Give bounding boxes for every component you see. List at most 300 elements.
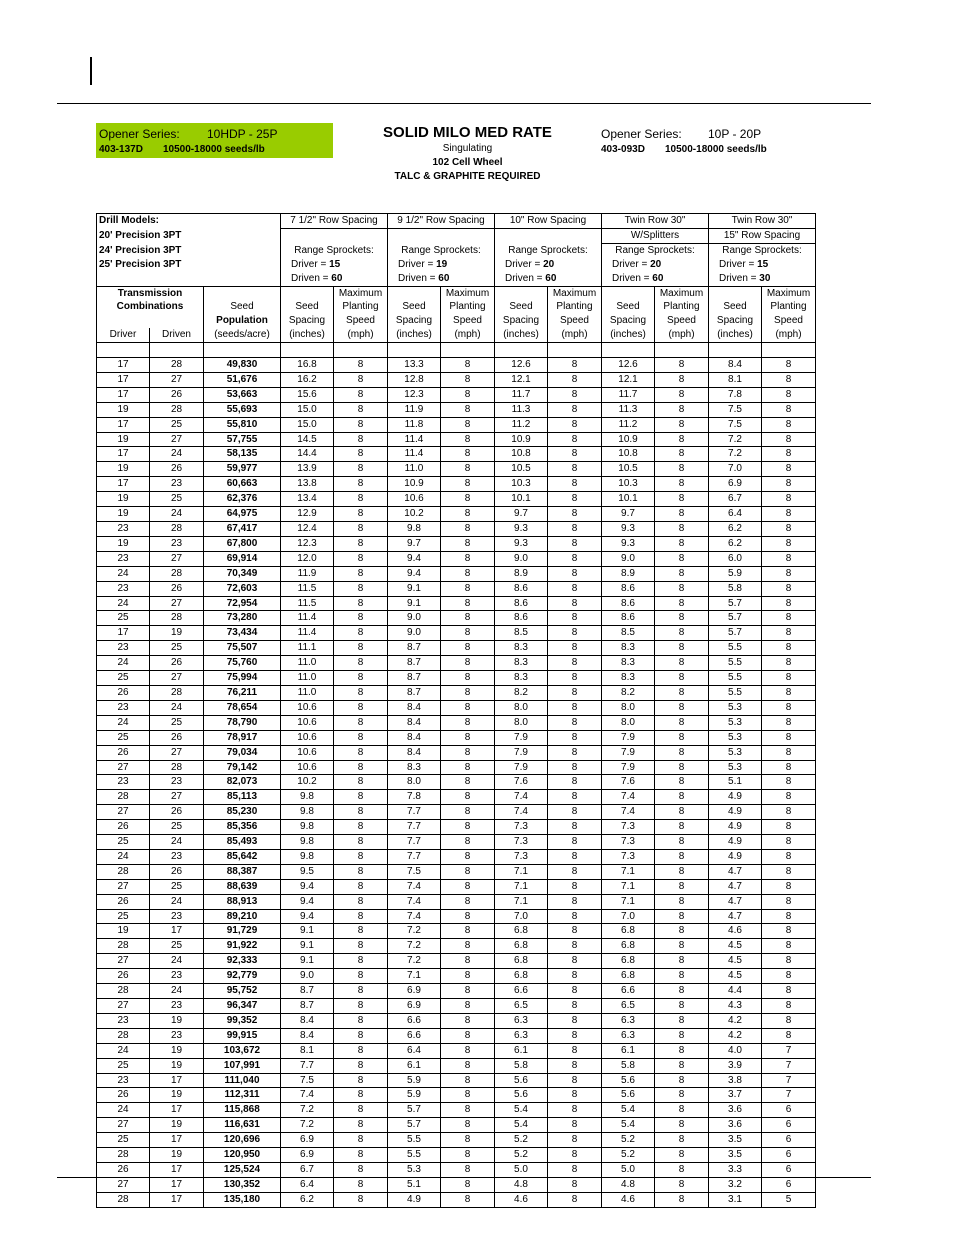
table-row — [97, 358, 816, 373]
max-speed-cell: 8 — [655, 745, 709, 760]
max-speed-cell: 8 — [548, 1058, 602, 1073]
seed-spacing-cell: 7.9 — [495, 745, 548, 760]
table-row — [97, 775, 816, 790]
max-speed-cell: 8 — [548, 671, 602, 686]
driven-sprocket-2 — [388, 272, 495, 286]
driver-cell: 23 — [97, 581, 150, 596]
max-speed-cell: 8 — [334, 730, 388, 745]
max-speed-cell: 8 — [548, 835, 602, 850]
max-speed-cell: 8 — [762, 805, 816, 820]
seed-spacing-cell: 9.0 — [495, 551, 548, 566]
seed-spacing-cell: 8.3 — [602, 656, 655, 671]
max-speed-cell: 8 — [441, 1133, 495, 1148]
max-speed-header-line-2: Planting — [548, 300, 602, 314]
driven-sprocket-label: Driven = — [505, 272, 543, 284]
max-speed-cell: 8 — [655, 372, 709, 387]
seed-spacing-cell: 16.2 — [281, 372, 334, 387]
header-row-range — [97, 243, 816, 257]
seed-spacing-cell: 7.5 — [709, 402, 762, 417]
table-row — [97, 417, 816, 432]
seed-spacing-cell: 5.2 — [495, 1133, 548, 1148]
seed-spacing-cell: 4.9 — [709, 805, 762, 820]
spacer-cell — [762, 343, 816, 358]
table-row — [97, 1177, 816, 1192]
seed-spacing-cell: 5.0 — [602, 1162, 655, 1177]
max-speed-cell: 6 — [762, 1103, 816, 1118]
seed-spacing-cell: 7.5 — [388, 864, 441, 879]
max-speed-cell: 8 — [334, 969, 388, 984]
max-speed-cell: 8 — [548, 417, 602, 432]
table-row — [97, 999, 816, 1014]
max-speed-cell: 8 — [548, 864, 602, 879]
seed-population-cell: 116,631 — [204, 1118, 281, 1133]
spacing-name-4: Twin Row 30" — [602, 214, 709, 229]
seed-spacing-cell: 5.7 — [709, 611, 762, 626]
seed-spacing-cell: 10.6 — [388, 492, 441, 507]
table-row — [97, 879, 816, 894]
seed-spacing-cell: 5.0 — [495, 1162, 548, 1177]
max-speed-header-line-1: Maximum — [334, 286, 388, 300]
seed-spacing-cell: 6.1 — [602, 1043, 655, 1058]
max-speed-cell: 8 — [548, 432, 602, 447]
max-speed-cell: 8 — [548, 492, 602, 507]
max-speed-cell: 8 — [548, 730, 602, 745]
max-speed-cell: 8 — [548, 999, 602, 1014]
seed-spacing-cell: 13.9 — [281, 462, 334, 477]
max-speed-cell: 8 — [441, 462, 495, 477]
max-speed-cell: 8 — [655, 1013, 709, 1028]
seed-spacing-header-line-2: Seed — [388, 300, 441, 314]
seed-spacing-header-line-1 — [495, 286, 548, 300]
seed-spacing-cell: 5.4 — [602, 1118, 655, 1133]
table-row — [97, 954, 816, 969]
seed-spacing-cell: 6.2 — [709, 522, 762, 537]
max-speed-cell: 8 — [762, 432, 816, 447]
driven-cell: 24 — [150, 700, 204, 715]
seed-spacing-cell: 7.7 — [388, 835, 441, 850]
seed-spacing-cell: 7.9 — [495, 760, 548, 775]
seed-spacing-cell: 12.6 — [495, 358, 548, 373]
max-speed-cell: 8 — [441, 596, 495, 611]
seed-spacing-cell: 10.3 — [602, 477, 655, 492]
max-speed-cell: 8 — [441, 969, 495, 984]
driver-cell: 23 — [97, 551, 150, 566]
seed-spacing-cell: 9.0 — [388, 626, 441, 641]
max-speed-cell: 8 — [334, 984, 388, 999]
max-speed-cell: 8 — [762, 522, 816, 537]
max-speed-cell: 8 — [762, 685, 816, 700]
spacing-sub-3 — [495, 228, 602, 243]
driver-cell: 27 — [97, 805, 150, 820]
seed-population-cell: 75,994 — [204, 671, 281, 686]
max-speed-cell: 8 — [762, 596, 816, 611]
seed-spacing-cell: 10.8 — [602, 447, 655, 462]
max-speed-cell: 8 — [655, 760, 709, 775]
seed-spacing-cell: 7.6 — [495, 775, 548, 790]
max-speed-cell: 8 — [441, 671, 495, 686]
max-speed-cell: 8 — [334, 879, 388, 894]
driver-cell: 24 — [97, 566, 150, 581]
seed-spacing-cell: 4.0 — [709, 1043, 762, 1058]
driver-cell: 17 — [97, 372, 150, 387]
seed-spacing-cell: 6.6 — [602, 984, 655, 999]
seed-spacing-cell: 7.4 — [602, 790, 655, 805]
max-speed-cell: 8 — [762, 775, 816, 790]
seed-population-cell: 85,356 — [204, 820, 281, 835]
seed-spacing-cell: 6.7 — [709, 492, 762, 507]
seed-spacing-cell: 7.2 — [388, 954, 441, 969]
driven-cell: 25 — [150, 641, 204, 656]
driver-cell: 19 — [97, 492, 150, 507]
max-speed-cell: 8 — [655, 1192, 709, 1207]
seed-spacing-cell: 8.6 — [602, 596, 655, 611]
max-speed-cell: 8 — [441, 1148, 495, 1163]
seed-population-cell: 55,810 — [204, 417, 281, 432]
max-speed-cell: 8 — [441, 730, 495, 745]
seed-spacing-cell: 8.1 — [709, 372, 762, 387]
table-row — [97, 492, 816, 507]
driven-cell: 17 — [150, 1133, 204, 1148]
max-speed-cell: 8 — [655, 1118, 709, 1133]
driven-sprocket-5 — [709, 272, 816, 286]
driven-sprocket-value: 60 — [331, 272, 343, 284]
driven-sprocket-1 — [281, 272, 388, 286]
seed-spacing-cell: 8.4 — [388, 730, 441, 745]
max-speed-cell: 8 — [548, 760, 602, 775]
range-sprockets-1: Range Sprockets: — [281, 243, 388, 257]
seed-spacing-cell: 11.7 — [602, 387, 655, 402]
max-speed-cell: 8 — [441, 581, 495, 596]
max-speed-cell: 8 — [655, 954, 709, 969]
seed-spacing-cell: 7.2 — [709, 447, 762, 462]
table-row — [97, 939, 816, 954]
driven-cell: 23 — [150, 775, 204, 790]
seed-spacing-cell: 5.5 — [709, 656, 762, 671]
seed-spacing-cell: 8.5 — [495, 626, 548, 641]
max-speed-header-line-2: Planting — [762, 300, 816, 314]
seed-spacing-cell: 10.9 — [388, 477, 441, 492]
seed-spacing-cell: 6.4 — [281, 1177, 334, 1192]
seed-spacing-cell: 7.2 — [388, 939, 441, 954]
max-speed-cell: 8 — [441, 1192, 495, 1207]
seed-spacing-cell: 9.1 — [281, 924, 334, 939]
seed-spacing-cell: 8.6 — [602, 611, 655, 626]
table-row — [97, 849, 816, 864]
max-speed-cell: 8 — [548, 1013, 602, 1028]
table-row — [97, 1103, 816, 1118]
seed-spacing-cell: 7.9 — [602, 730, 655, 745]
max-speed-cell: 8 — [334, 671, 388, 686]
max-speed-cell: 8 — [762, 730, 816, 745]
driver-cell: 25 — [97, 1058, 150, 1073]
table-row — [97, 1028, 816, 1043]
driven-cell: 23 — [150, 909, 204, 924]
max-speed-cell: 8 — [762, 864, 816, 879]
max-speed-cell: 8 — [441, 432, 495, 447]
seed-spacing-cell: 7.5 — [281, 1073, 334, 1088]
seed-spacing-header-line-2: Seed — [709, 300, 762, 314]
max-speed-cell: 8 — [655, 984, 709, 999]
driver-cell: 23 — [97, 700, 150, 715]
driven-cell: 26 — [150, 581, 204, 596]
seed-spacing-cell: 6.9 — [709, 477, 762, 492]
driver-cell: 28 — [97, 1148, 150, 1163]
spacing-name-1: 7 1/2" Row Spacing — [281, 214, 388, 229]
driver-cell: 17 — [97, 358, 150, 373]
seed-population-header-line-3: Population — [204, 314, 281, 328]
table-row — [97, 507, 816, 522]
max-speed-cell: 8 — [441, 1088, 495, 1103]
driven-cell: 23 — [150, 477, 204, 492]
seed-spacing-cell: 7.1 — [602, 879, 655, 894]
table-row — [97, 566, 816, 581]
seed-spacing-cell: 7.2 — [388, 924, 441, 939]
driver-cell: 25 — [97, 611, 150, 626]
seed-population-cell: 91,922 — [204, 939, 281, 954]
seed-spacing-cell: 9.1 — [281, 954, 334, 969]
driven-cell: 23 — [150, 999, 204, 1014]
driven-cell: 25 — [150, 879, 204, 894]
seed-spacing-cell: 5.9 — [709, 566, 762, 581]
max-speed-cell: 8 — [548, 1118, 602, 1133]
seed-spacing-cell: 9.4 — [388, 566, 441, 581]
seed-spacing-cell: 3.8 — [709, 1073, 762, 1088]
seed-spacing-cell: 6.9 — [281, 1133, 334, 1148]
drill-model-3: 25' Precision 3PT — [97, 258, 281, 272]
seed-spacing-cell: 6.8 — [495, 954, 548, 969]
seed-spacing-cell: 3.5 — [709, 1148, 762, 1163]
max-speed-cell: 8 — [334, 835, 388, 850]
max-speed-cell: 8 — [334, 492, 388, 507]
seed-spacing-cell: 11.4 — [281, 611, 334, 626]
spacer-cell — [388, 343, 441, 358]
seed-spacing-cell: 9.1 — [281, 939, 334, 954]
max-speed-cell: 8 — [334, 1133, 388, 1148]
column-header-row-1 — [97, 286, 816, 300]
seed-population-cell: 125,524 — [204, 1162, 281, 1177]
seed-spacing-header-line-4: (inches) — [602, 328, 655, 342]
seed-spacing-cell: 5.3 — [709, 715, 762, 730]
max-speed-header-line-4: (mph) — [334, 328, 388, 342]
max-speed-cell: 8 — [334, 1043, 388, 1058]
seed-spacing-cell: 7.4 — [495, 790, 548, 805]
driven-cell: 17 — [150, 924, 204, 939]
seed-population-cell: 70,349 — [204, 566, 281, 581]
opener-left-part: 403-137D — [99, 144, 143, 155]
max-speed-cell: 8 — [334, 1148, 388, 1163]
max-speed-cell: 8 — [548, 1088, 602, 1103]
max-speed-cell: 8 — [441, 611, 495, 626]
max-speed-cell: 8 — [441, 805, 495, 820]
max-speed-cell: 8 — [762, 641, 816, 656]
max-speed-cell: 8 — [334, 1088, 388, 1103]
seed-spacing-cell: 6.9 — [388, 984, 441, 999]
spacing-sub-1 — [281, 228, 388, 243]
seed-spacing-cell: 7.5 — [709, 417, 762, 432]
seed-spacing-cell: 3.3 — [709, 1162, 762, 1177]
driver-cell: 19 — [97, 462, 150, 477]
max-speed-cell: 8 — [762, 462, 816, 477]
margin-bar — [90, 57, 92, 85]
seed-spacing-header-line-3: Spacing — [388, 314, 441, 328]
seed-spacing-cell: 8.1 — [281, 1043, 334, 1058]
driver-cell: 23 — [97, 1073, 150, 1088]
seed-spacing-cell: 3.7 — [709, 1088, 762, 1103]
table-row — [97, 641, 816, 656]
transmission-header-line-1: Transmission — [97, 286, 204, 300]
table-row — [97, 656, 816, 671]
max-speed-cell: 8 — [655, 611, 709, 626]
seed-population-cell: 115,868 — [204, 1103, 281, 1118]
seed-spacing-header-line-2: Seed — [602, 300, 655, 314]
seed-spacing-cell: 8.3 — [602, 671, 655, 686]
seed-spacing-cell: 3.6 — [709, 1103, 762, 1118]
driver-cell: 19 — [97, 924, 150, 939]
seed-spacing-cell: 5.7 — [709, 626, 762, 641]
seed-spacing-cell: 9.8 — [281, 835, 334, 850]
max-speed-cell: 8 — [548, 477, 602, 492]
driven-cell: 28 — [150, 402, 204, 417]
seed-spacing-cell: 5.3 — [709, 760, 762, 775]
seed-spacing-cell: 7.9 — [602, 760, 655, 775]
seed-spacing-cell: 4.6 — [495, 1192, 548, 1207]
max-speed-cell: 8 — [441, 477, 495, 492]
max-speed-cell: 8 — [441, 387, 495, 402]
drill-models-label: Drill Models: — [97, 214, 281, 229]
max-speed-cell: 8 — [655, 730, 709, 745]
driver-cell: 27 — [97, 879, 150, 894]
seed-spacing-cell: 8.7 — [388, 656, 441, 671]
driven-cell: 17 — [150, 1192, 204, 1207]
max-speed-cell: 8 — [655, 462, 709, 477]
seed-population-cell: 79,142 — [204, 760, 281, 775]
driven-sprocket-label: Driven = — [398, 272, 436, 284]
range-sprockets-3: Range Sprockets: — [495, 243, 602, 257]
driver-cell: 19 — [97, 507, 150, 522]
seed-spacing-cell: 12.1 — [602, 372, 655, 387]
max-speed-cell: 8 — [334, 1162, 388, 1177]
max-speed-cell: 8 — [334, 954, 388, 969]
max-speed-cell: 8 — [655, 909, 709, 924]
max-speed-cell: 8 — [334, 805, 388, 820]
seed-spacing-cell: 6.5 — [602, 999, 655, 1014]
driver-cell: 28 — [97, 1192, 150, 1207]
seed-spacing-cell: 5.4 — [602, 1103, 655, 1118]
seed-spacing-cell: 8.0 — [602, 700, 655, 715]
driven-sprocket-label: Driven = — [291, 272, 329, 284]
max-speed-cell: 8 — [441, 447, 495, 462]
max-speed-cell: 6 — [762, 1148, 816, 1163]
max-speed-cell: 8 — [655, 1088, 709, 1103]
seed-spacing-cell: 11.1 — [281, 641, 334, 656]
max-speed-cell: 7 — [762, 1088, 816, 1103]
seed-population-cell: 60,663 — [204, 477, 281, 492]
seed-spacing-cell: 6.1 — [388, 1058, 441, 1073]
max-speed-cell: 8 — [655, 864, 709, 879]
seed-spacing-cell: 11.5 — [281, 596, 334, 611]
max-speed-cell: 8 — [334, 402, 388, 417]
seed-population-cell: 76,211 — [204, 685, 281, 700]
seed-spacing-cell: 11.4 — [388, 432, 441, 447]
max-speed-cell: 8 — [548, 1162, 602, 1177]
drill-blank — [97, 272, 281, 286]
table-row — [97, 1013, 816, 1028]
max-speed-cell: 8 — [441, 999, 495, 1014]
seed-spacing-cell: 5.5 — [388, 1148, 441, 1163]
max-speed-cell: 8 — [655, 685, 709, 700]
max-speed-cell: 8 — [334, 1073, 388, 1088]
driven-cell: 19 — [150, 1088, 204, 1103]
seed-spacing-cell: 7.0 — [709, 462, 762, 477]
seed-spacing-cell: 9.4 — [281, 894, 334, 909]
driven-cell: 24 — [150, 894, 204, 909]
driver-cell: 19 — [97, 432, 150, 447]
seed-spacing-cell: 8.4 — [281, 1013, 334, 1028]
max-speed-cell: 8 — [334, 656, 388, 671]
seed-population-cell: 51,676 — [204, 372, 281, 387]
max-speed-cell: 8 — [762, 402, 816, 417]
seed-spacing-cell: 5.4 — [495, 1118, 548, 1133]
driven-cell: 23 — [150, 969, 204, 984]
seed-spacing-cell: 7.4 — [388, 879, 441, 894]
driven-cell: 19 — [150, 1043, 204, 1058]
seed-spacing-cell: 12.4 — [281, 522, 334, 537]
table-row — [97, 671, 816, 686]
seed-spacing-cell: 9.0 — [388, 611, 441, 626]
seed-spacing-cell: 8.2 — [602, 685, 655, 700]
range-sprockets-5: Range Sprockets: — [709, 243, 816, 257]
max-speed-cell: 8 — [334, 1192, 388, 1207]
spacing-name-3: 10" Row Spacing — [495, 214, 602, 229]
max-speed-cell: 8 — [655, 969, 709, 984]
seed-spacing-cell: 5.1 — [709, 775, 762, 790]
table-row — [97, 626, 816, 641]
seed-population-header-line-2: Seed — [204, 300, 281, 314]
max-speed-cell: 8 — [762, 536, 816, 551]
seed-spacing-cell: 5.3 — [388, 1162, 441, 1177]
seed-spacing-cell: 16.8 — [281, 358, 334, 373]
max-speed-cell: 8 — [548, 924, 602, 939]
seed-spacing-cell: 8.3 — [495, 671, 548, 686]
seed-spacing-cell: 7.9 — [602, 745, 655, 760]
seed-spacing-cell: 7.4 — [388, 909, 441, 924]
max-speed-cell: 8 — [655, 507, 709, 522]
seed-population-cell: 99,915 — [204, 1028, 281, 1043]
max-speed-header-line-1: Maximum — [655, 286, 709, 300]
max-speed-cell: 6 — [762, 1118, 816, 1133]
driver-cell: 17 — [97, 387, 150, 402]
max-speed-cell: 8 — [655, 671, 709, 686]
seed-spacing-cell: 6.0 — [709, 551, 762, 566]
max-speed-cell: 6 — [762, 1177, 816, 1192]
seed-spacing-cell: 7.3 — [495, 849, 548, 864]
seed-spacing-cell: 5.6 — [602, 1088, 655, 1103]
max-speed-cell: 8 — [548, 566, 602, 581]
seed-spacing-cell: 8.4 — [709, 358, 762, 373]
range-sprockets-2: Range Sprockets: — [388, 243, 495, 257]
table-row — [97, 581, 816, 596]
table-row — [97, 551, 816, 566]
seed-spacing-cell: 9.4 — [281, 909, 334, 924]
table-row — [97, 894, 816, 909]
max-speed-cell: 6 — [762, 1162, 816, 1177]
seed-spacing-cell: 12.9 — [281, 507, 334, 522]
seed-spacing-cell: 7.4 — [281, 1088, 334, 1103]
seed-spacing-cell: 5.3 — [709, 700, 762, 715]
max-speed-cell: 8 — [334, 924, 388, 939]
seed-spacing-cell: 6.4 — [709, 507, 762, 522]
max-speed-cell: 8 — [655, 656, 709, 671]
